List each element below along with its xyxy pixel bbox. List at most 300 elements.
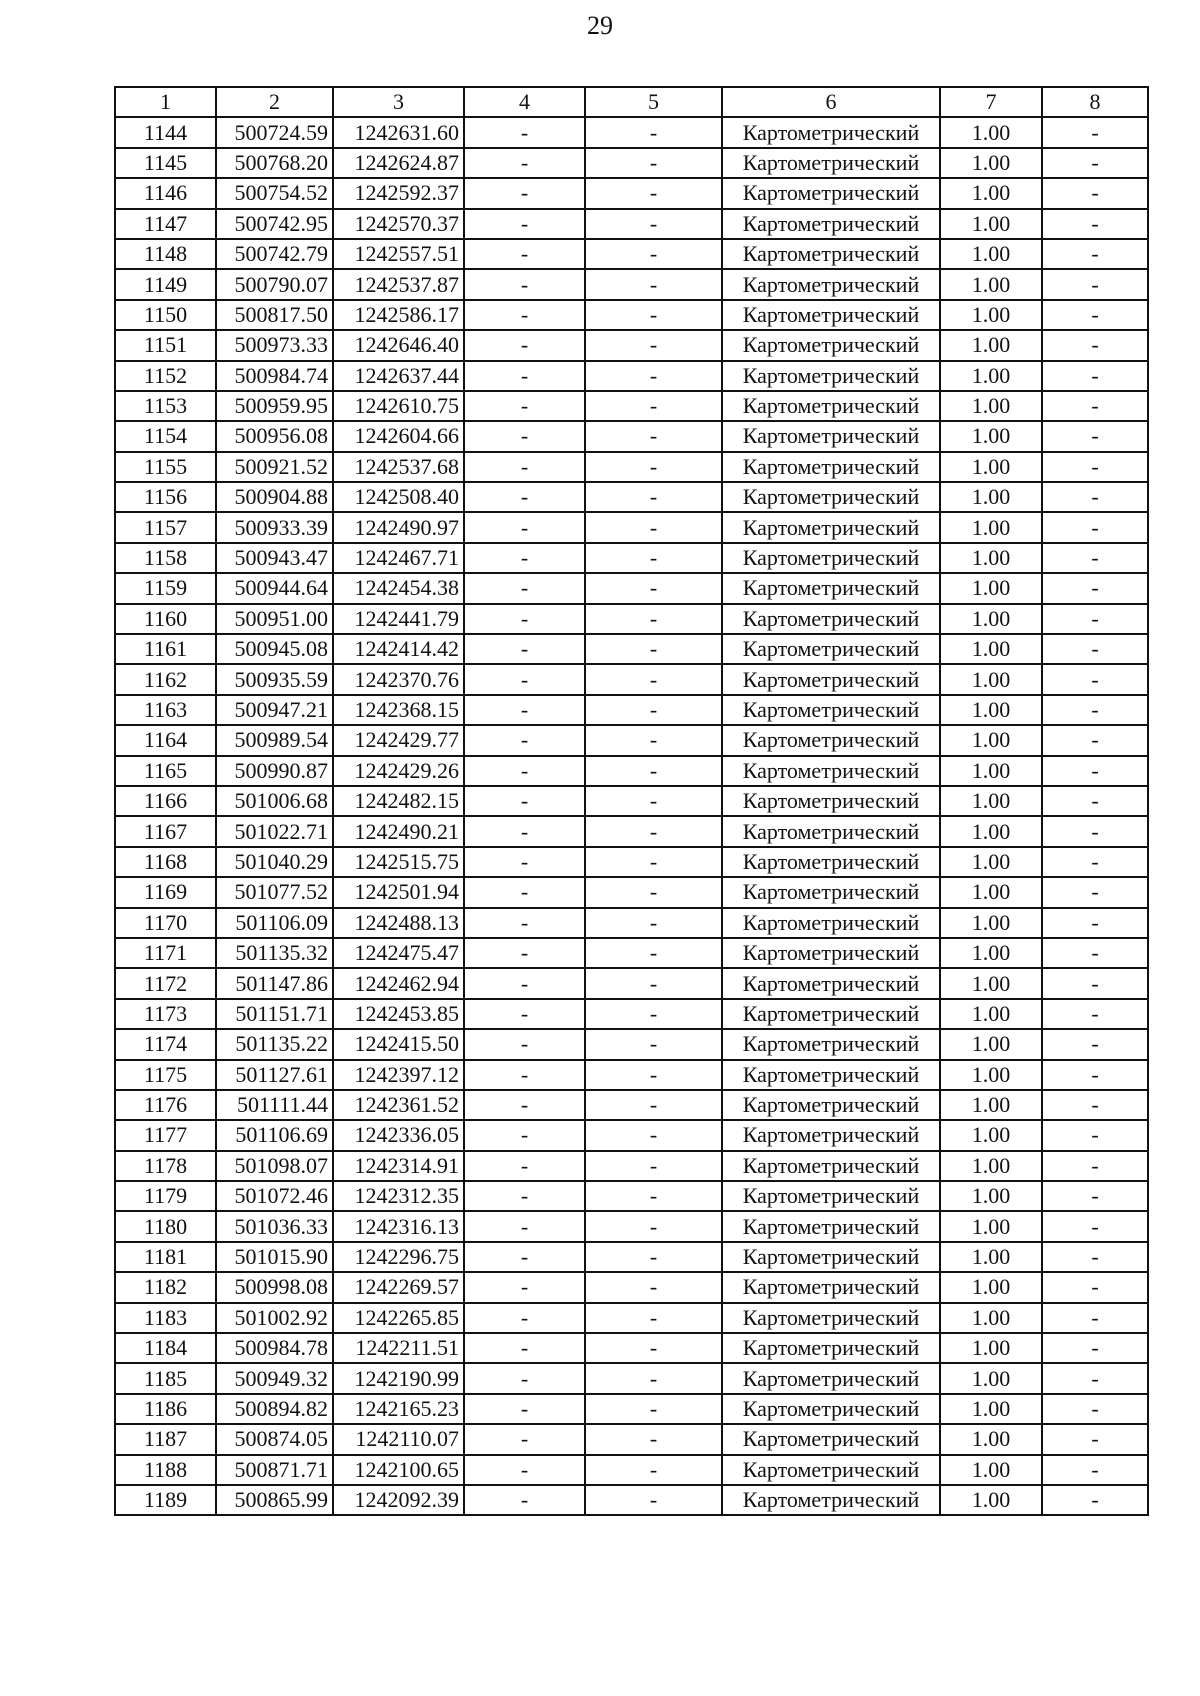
accuracy-cell: 1.00 [940, 148, 1042, 178]
table-row [115, 604, 1148, 634]
point-number-cell: 1167 [115, 816, 216, 846]
table-row [115, 178, 1148, 208]
column-5-cell: - [585, 391, 722, 421]
table-row [115, 1363, 1148, 1393]
coordinate-y-cell: 1242501.94 [333, 877, 464, 907]
column-8-cell: - [1042, 968, 1148, 998]
point-number-cell: 1172 [115, 968, 216, 998]
table-row [115, 482, 1148, 512]
coordinate-x-cell: 500790.07 [216, 269, 333, 299]
accuracy-cell: 1.00 [940, 1485, 1042, 1515]
column-4-cell: - [464, 300, 585, 330]
method-cell: Картометрический [722, 421, 940, 451]
coordinate-y-cell: 1242646.40 [333, 330, 464, 360]
coordinate-y-cell: 1242475.47 [333, 938, 464, 968]
point-number-cell: 1180 [115, 1211, 216, 1241]
method-cell: Картометрический [722, 877, 940, 907]
method-cell: Картометрический [722, 1333, 940, 1363]
accuracy-cell: 1.00 [940, 877, 1042, 907]
coordinate-x-cell: 501022.71 [216, 816, 333, 846]
column-5-cell: - [585, 1060, 722, 1090]
method-cell: Картометрический [722, 634, 940, 664]
column-4-cell: - [464, 1394, 585, 1424]
column-5-cell: - [585, 1211, 722, 1241]
column-4-cell: - [464, 269, 585, 299]
coordinate-x-cell: 500984.78 [216, 1333, 333, 1363]
table-row [115, 756, 1148, 786]
accuracy-cell: 1.00 [940, 816, 1042, 846]
coordinate-x-cell: 500945.08 [216, 634, 333, 664]
accuracy-cell: 1.00 [940, 1211, 1042, 1241]
coordinate-x-cell: 500933.39 [216, 512, 333, 542]
method-cell: Картометрический [722, 1363, 940, 1393]
coordinate-x-cell: 501002.92 [216, 1303, 333, 1333]
column-4-cell: - [464, 999, 585, 1029]
coordinate-y-cell: 1242515.75 [333, 847, 464, 877]
column-5-cell: - [585, 1363, 722, 1393]
table-row [115, 117, 1148, 147]
accuracy-cell: 1.00 [940, 361, 1042, 391]
column-8-cell: - [1042, 938, 1148, 968]
accuracy-cell: 1.00 [940, 512, 1042, 542]
header-row [115, 87, 1148, 117]
column-4-cell: - [464, 1181, 585, 1211]
point-number-cell: 1175 [115, 1060, 216, 1090]
method-cell: Картометрический [722, 604, 940, 634]
table-row [115, 1242, 1148, 1272]
page-number: 29 [587, 11, 613, 40]
column-8-cell: - [1042, 269, 1148, 299]
point-number-cell: 1164 [115, 725, 216, 755]
point-number-cell: 1181 [115, 1242, 216, 1272]
point-number-cell: 1157 [115, 512, 216, 542]
method-cell: Картометрический [722, 664, 940, 694]
table-body [115, 117, 1148, 1515]
coordinates-table [114, 86, 1149, 1516]
column-5-cell: - [585, 1029, 722, 1059]
table-row [115, 1211, 1148, 1241]
coordinate-x-cell: 500984.74 [216, 361, 333, 391]
method-cell: Картометрический [722, 361, 940, 391]
column-4-cell: - [464, 391, 585, 421]
accuracy-cell: 1.00 [940, 1272, 1042, 1302]
table-row [115, 1151, 1148, 1181]
coordinate-y-cell: 1242190.99 [333, 1363, 464, 1393]
point-number-cell: 1146 [115, 178, 216, 208]
column-4-cell: - [464, 938, 585, 968]
method-cell: Картометрический [722, 300, 940, 330]
column-5-cell: - [585, 695, 722, 725]
point-number-cell: 1160 [115, 604, 216, 634]
method-cell: Картометрический [722, 512, 940, 542]
point-number-cell: 1183 [115, 1303, 216, 1333]
coordinate-y-cell: 1242397.12 [333, 1060, 464, 1090]
column-5-cell: - [585, 877, 722, 907]
method-cell: Картометрический [722, 1485, 940, 1515]
column-8-cell: - [1042, 786, 1148, 816]
accuracy-cell: 1.00 [940, 634, 1042, 664]
column-4-cell: - [464, 482, 585, 512]
column-5-cell: - [585, 148, 722, 178]
coordinate-y-cell: 1242100.65 [333, 1455, 464, 1485]
column-8-cell: - [1042, 847, 1148, 877]
method-cell: Картометрический [722, 1029, 940, 1059]
table-row [115, 695, 1148, 725]
accuracy-cell: 1.00 [940, 1424, 1042, 1454]
coordinate-y-cell: 1242604.66 [333, 421, 464, 451]
coordinate-y-cell: 1242537.87 [333, 269, 464, 299]
column-8-cell: - [1042, 1029, 1148, 1059]
column-4-cell: - [464, 1029, 585, 1059]
column-4-cell: - [464, 543, 585, 573]
column-8-cell: - [1042, 634, 1148, 664]
table-row [115, 1485, 1148, 1515]
accuracy-cell: 1.00 [940, 847, 1042, 877]
coordinate-x-cell: 501006.68 [216, 786, 333, 816]
column-8-cell: - [1042, 756, 1148, 786]
table-row [115, 725, 1148, 755]
point-number-cell: 1188 [115, 1455, 216, 1485]
column-4-cell: - [464, 1211, 585, 1241]
column-8-cell: - [1042, 300, 1148, 330]
coordinate-x-cell: 500990.87 [216, 756, 333, 786]
accuracy-cell: 1.00 [940, 573, 1042, 603]
column-4-cell: - [464, 361, 585, 391]
point-number-cell: 1178 [115, 1151, 216, 1181]
accuracy-cell: 1.00 [940, 1090, 1042, 1120]
coordinate-x-cell: 500894.82 [216, 1394, 333, 1424]
column-header: 3 [333, 87, 464, 117]
table-row [115, 330, 1148, 360]
point-number-cell: 1184 [115, 1333, 216, 1363]
coordinate-y-cell: 1242368.15 [333, 695, 464, 725]
accuracy-cell: 1.00 [940, 1181, 1042, 1211]
column-4-cell: - [464, 573, 585, 603]
column-8-cell: - [1042, 604, 1148, 634]
accuracy-cell: 1.00 [940, 209, 1042, 239]
column-5-cell: - [585, 361, 722, 391]
accuracy-cell: 1.00 [940, 968, 1042, 998]
accuracy-cell: 1.00 [940, 908, 1042, 938]
point-number-cell: 1168 [115, 847, 216, 877]
column-8-cell: - [1042, 512, 1148, 542]
coordinate-y-cell: 1242586.17 [333, 300, 464, 330]
column-5-cell: - [585, 908, 722, 938]
accuracy-cell: 1.00 [940, 117, 1042, 147]
column-8-cell: - [1042, 1303, 1148, 1333]
accuracy-cell: 1.00 [940, 1394, 1042, 1424]
point-number-cell: 1156 [115, 482, 216, 512]
coordinate-x-cell: 500973.33 [216, 330, 333, 360]
method-cell: Картометрический [722, 178, 940, 208]
column-header: 5 [585, 87, 722, 117]
method-cell: Картометрический [722, 1181, 940, 1211]
table-row [115, 1333, 1148, 1363]
method-cell: Картометрический [722, 330, 940, 360]
column-5-cell: - [585, 634, 722, 664]
method-cell: Картометрический [722, 999, 940, 1029]
column-5-cell: - [585, 1424, 722, 1454]
method-cell: Картометрический [722, 1060, 940, 1090]
point-number-cell: 1174 [115, 1029, 216, 1059]
accuracy-cell: 1.00 [940, 786, 1042, 816]
method-cell: Картометрический [722, 543, 940, 573]
column-8-cell: - [1042, 1120, 1148, 1150]
column-4-cell: - [464, 148, 585, 178]
column-8-cell: - [1042, 117, 1148, 147]
accuracy-cell: 1.00 [940, 999, 1042, 1029]
coordinate-y-cell: 1242312.35 [333, 1181, 464, 1211]
coordinate-y-cell: 1242490.21 [333, 816, 464, 846]
coordinate-x-cell: 501106.69 [216, 1120, 333, 1150]
point-number-cell: 1155 [115, 452, 216, 482]
column-8-cell: - [1042, 421, 1148, 451]
point-number-cell: 1151 [115, 330, 216, 360]
column-8-cell: - [1042, 1242, 1148, 1272]
point-number-cell: 1189 [115, 1485, 216, 1515]
method-cell: Картометрический [722, 1211, 940, 1241]
point-number-cell: 1154 [115, 421, 216, 451]
column-5-cell: - [585, 269, 722, 299]
column-4-cell: - [464, 816, 585, 846]
column-4-cell: - [464, 1242, 585, 1272]
coordinate-x-cell: 500949.32 [216, 1363, 333, 1393]
column-5-cell: - [585, 330, 722, 360]
table-row [115, 452, 1148, 482]
accuracy-cell: 1.00 [940, 664, 1042, 694]
column-4-cell: - [464, 1485, 585, 1515]
table-row [115, 1090, 1148, 1120]
column-8-cell: - [1042, 239, 1148, 269]
method-cell: Картометрический [722, 117, 940, 147]
column-5-cell: - [585, 1272, 722, 1302]
coordinate-x-cell: 501127.61 [216, 1060, 333, 1090]
column-4-cell: - [464, 117, 585, 147]
method-cell: Картометрический [722, 573, 940, 603]
coordinate-y-cell: 1242211.51 [333, 1333, 464, 1363]
coordinate-y-cell: 1242316.13 [333, 1211, 464, 1241]
column-8-cell: - [1042, 452, 1148, 482]
point-number-cell: 1163 [115, 695, 216, 725]
accuracy-cell: 1.00 [940, 330, 1042, 360]
point-number-cell: 1166 [115, 786, 216, 816]
coordinate-x-cell: 500947.21 [216, 695, 333, 725]
coordinate-y-cell: 1242441.79 [333, 604, 464, 634]
point-number-cell: 1153 [115, 391, 216, 421]
coordinate-x-cell: 500865.99 [216, 1485, 333, 1515]
column-4-cell: - [464, 1151, 585, 1181]
column-4-cell: - [464, 786, 585, 816]
table-row [115, 1181, 1148, 1211]
column-5-cell: - [585, 1394, 722, 1424]
column-4-cell: - [464, 968, 585, 998]
column-5-cell: - [585, 209, 722, 239]
accuracy-cell: 1.00 [940, 1242, 1042, 1272]
column-8-cell: - [1042, 148, 1148, 178]
column-5-cell: - [585, 1090, 722, 1120]
table-row [115, 1303, 1148, 1333]
coordinate-y-cell: 1242414.42 [333, 634, 464, 664]
column-4-cell: - [464, 695, 585, 725]
column-5-cell: - [585, 117, 722, 147]
table-row [115, 786, 1148, 816]
table-row [115, 999, 1148, 1029]
column-8-cell: - [1042, 1181, 1148, 1211]
column-8-cell: - [1042, 209, 1148, 239]
table-row [115, 877, 1148, 907]
method-cell: Картометрический [722, 1151, 940, 1181]
coordinate-x-cell: 501072.46 [216, 1181, 333, 1211]
column-8-cell: - [1042, 573, 1148, 603]
column-4-cell: - [464, 239, 585, 269]
column-5-cell: - [585, 452, 722, 482]
table-row [115, 1424, 1148, 1454]
accuracy-cell: 1.00 [940, 695, 1042, 725]
coordinate-y-cell: 1242462.94 [333, 968, 464, 998]
method-cell: Картометрический [722, 148, 940, 178]
column-5-cell: - [585, 847, 722, 877]
column-5-cell: - [585, 786, 722, 816]
column-4-cell: - [464, 421, 585, 451]
accuracy-cell: 1.00 [940, 1303, 1042, 1333]
column-4-cell: - [464, 908, 585, 938]
table-row [115, 908, 1148, 938]
column-8-cell: - [1042, 1211, 1148, 1241]
column-5-cell: - [585, 938, 722, 968]
coordinate-y-cell: 1242631.60 [333, 117, 464, 147]
accuracy-cell: 1.00 [940, 604, 1042, 634]
coordinate-y-cell: 1242092.39 [333, 1485, 464, 1515]
method-cell: Картометрический [722, 756, 940, 786]
coordinate-x-cell: 501040.29 [216, 847, 333, 877]
coordinate-x-cell: 501151.71 [216, 999, 333, 1029]
column-5-cell: - [585, 1455, 722, 1485]
coordinate-y-cell: 1242592.37 [333, 178, 464, 208]
column-4-cell: - [464, 725, 585, 755]
coordinate-y-cell: 1242336.05 [333, 1120, 464, 1150]
column-8-cell: - [1042, 1272, 1148, 1302]
coordinate-x-cell: 500904.88 [216, 482, 333, 512]
coordinate-x-cell: 500935.59 [216, 664, 333, 694]
column-8-cell: - [1042, 908, 1148, 938]
coordinate-x-cell: 500951.00 [216, 604, 333, 634]
method-cell: Картометрический [722, 1303, 940, 1333]
method-cell: Картометрический [722, 725, 940, 755]
accuracy-cell: 1.00 [940, 1333, 1042, 1363]
method-cell: Картометрический [722, 239, 940, 269]
coordinate-x-cell: 500944.64 [216, 573, 333, 603]
point-number-cell: 1182 [115, 1272, 216, 1302]
column-4-cell: - [464, 1333, 585, 1363]
coordinate-x-cell: 501077.52 [216, 877, 333, 907]
method-cell: Картометрический [722, 391, 940, 421]
table-row [115, 573, 1148, 603]
point-number-cell: 1186 [115, 1394, 216, 1424]
table-row [115, 512, 1148, 542]
column-5-cell: - [585, 604, 722, 634]
table-row [115, 1029, 1148, 1059]
method-cell: Картометрический [722, 1242, 940, 1272]
point-number-cell: 1173 [115, 999, 216, 1029]
coordinate-y-cell: 1242429.26 [333, 756, 464, 786]
method-cell: Картометрический [722, 452, 940, 482]
accuracy-cell: 1.00 [940, 1120, 1042, 1150]
accuracy-cell: 1.00 [940, 1363, 1042, 1393]
column-8-cell: - [1042, 1151, 1148, 1181]
accuracy-cell: 1.00 [940, 1455, 1042, 1485]
coordinate-x-cell: 501147.86 [216, 968, 333, 998]
column-8-cell: - [1042, 178, 1148, 208]
column-8-cell: - [1042, 482, 1148, 512]
table-row [115, 209, 1148, 239]
point-number-cell: 1169 [115, 877, 216, 907]
point-number-cell: 1162 [115, 664, 216, 694]
coordinate-y-cell: 1242488.13 [333, 908, 464, 938]
coordinate-y-cell: 1242624.87 [333, 148, 464, 178]
coordinate-x-cell: 500921.52 [216, 452, 333, 482]
column-5-cell: - [585, 573, 722, 603]
table-row [115, 1272, 1148, 1302]
point-number-cell: 1161 [115, 634, 216, 664]
column-4-cell: - [464, 178, 585, 208]
coordinate-x-cell: 500989.54 [216, 725, 333, 755]
method-cell: Картометрический [722, 1120, 940, 1150]
method-cell: Картометрический [722, 209, 940, 239]
table-row [115, 421, 1148, 451]
table-row [115, 816, 1148, 846]
accuracy-cell: 1.00 [940, 938, 1042, 968]
coordinate-y-cell: 1242165.23 [333, 1394, 464, 1424]
column-5-cell: - [585, 543, 722, 573]
coordinate-x-cell: 500724.59 [216, 117, 333, 147]
accuracy-cell: 1.00 [940, 1029, 1042, 1059]
method-cell: Картометрический [722, 908, 940, 938]
table-row [115, 391, 1148, 421]
column-4-cell: - [464, 452, 585, 482]
column-5-cell: - [585, 816, 722, 846]
table-row [115, 543, 1148, 573]
column-8-cell: - [1042, 664, 1148, 694]
accuracy-cell: 1.00 [940, 300, 1042, 330]
accuracy-cell: 1.00 [940, 725, 1042, 755]
column-5-cell: - [585, 756, 722, 786]
accuracy-cell: 1.00 [940, 482, 1042, 512]
point-number-cell: 1176 [115, 1090, 216, 1120]
column-4-cell: - [464, 604, 585, 634]
coordinate-x-cell: 501111.44 [216, 1090, 333, 1120]
column-5-cell: - [585, 239, 722, 269]
coordinate-x-cell: 500768.20 [216, 148, 333, 178]
column-4-cell: - [464, 1363, 585, 1393]
table-row [115, 664, 1148, 694]
column-8-cell: - [1042, 999, 1148, 1029]
column-8-cell: - [1042, 1363, 1148, 1393]
method-cell: Картометрический [722, 1394, 940, 1424]
column-4-cell: - [464, 1272, 585, 1302]
accuracy-cell: 1.00 [940, 756, 1042, 786]
column-4-cell: - [464, 209, 585, 239]
method-cell: Картометрический [722, 816, 940, 846]
coordinate-y-cell: 1242467.71 [333, 543, 464, 573]
point-number-cell: 1165 [115, 756, 216, 786]
table-row [115, 300, 1148, 330]
coordinate-x-cell: 500871.71 [216, 1455, 333, 1485]
coordinate-y-cell: 1242361.52 [333, 1090, 464, 1120]
column-8-cell: - [1042, 695, 1148, 725]
coordinate-x-cell: 500943.47 [216, 543, 333, 573]
coordinate-y-cell: 1242508.40 [333, 482, 464, 512]
coordinate-x-cell: 500754.52 [216, 178, 333, 208]
